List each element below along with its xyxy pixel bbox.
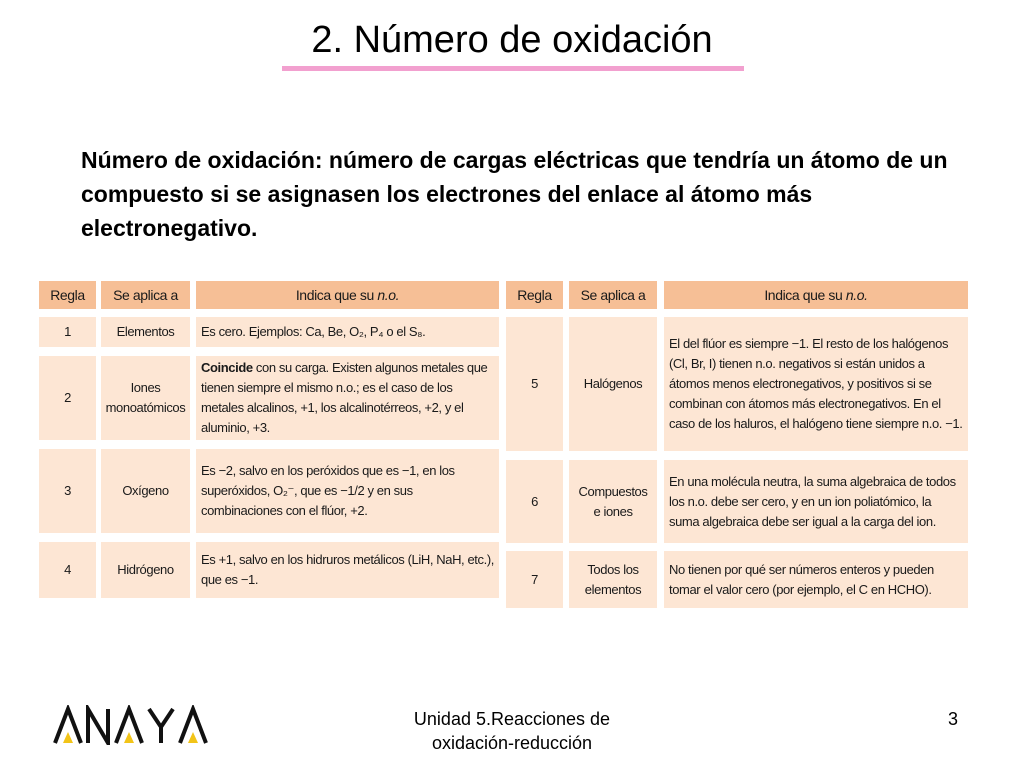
anaya-logo-mark xyxy=(52,705,216,745)
right-header-indicates xyxy=(664,281,968,309)
left-header-indicates xyxy=(196,281,499,309)
rule-2-number: 2 xyxy=(39,356,96,440)
rule-5-number: 5 xyxy=(506,317,563,451)
left-header-applies: Se aplica a xyxy=(101,281,190,309)
footer-unit-title: Unidad 5.Reacciones de oxidación-reducción xyxy=(413,709,611,753)
rule-6-applies: Compuestos e iones xyxy=(569,460,657,543)
rule-3-applies: Oxígeno xyxy=(101,449,190,533)
rule-7-applies: Todos los elementos xyxy=(569,551,657,608)
title-underline xyxy=(282,66,744,71)
rule-2-text-bold: Coincide xyxy=(201,360,253,375)
rule-7-text: No tienen por qué ser números enteros y pueden tomar el valor cero (por ejemplo, el C en HCHO). xyxy=(664,551,968,608)
header-indicates-prefix: Indica que su xyxy=(295,287,374,303)
header-indicates-prefix: Indica que su xyxy=(764,287,843,303)
rule-6-text: En una molécula neutra, la suma algebraica de todos los n.o. debe ser cero, y en un ion poliatómico, la suma algebraica debe ser igual a la carga del ion. xyxy=(664,460,968,543)
header-indicates-abbr: n.o. xyxy=(377,287,400,303)
rule-5-applies: Halógenos xyxy=(569,317,657,451)
header-indicates-abbr: n.o. xyxy=(845,287,868,303)
left-header-rule: Regla xyxy=(39,281,96,309)
rule-1-text: Es cero. Ejemplos: Ca, Be, O₂, P₄ o el S₈. xyxy=(196,317,499,347)
rule-6-number: 6 xyxy=(506,460,563,543)
rule-3-number: 3 xyxy=(39,449,96,533)
rule-2-text-rest: con su carga. Existen algunos metales que tienen siempre el mismo n.o.; es el caso de los metales alcalinos, +1, los alcalinotérreos, +2, y el aluminio, +3. xyxy=(201,360,488,435)
page-number: 3 xyxy=(948,709,959,729)
rule-2-text xyxy=(196,356,499,440)
definition-text: Número de oxidación: número de cargas eléctricas que tendría un átomo de un compuesto si se asignasen los electrones del enlace al átomo más electronegativo. xyxy=(81,147,948,241)
rule-4-number: 4 xyxy=(39,542,96,598)
right-header-applies: Se aplica a xyxy=(569,281,657,309)
right-header-rule: Regla xyxy=(506,281,563,309)
rule-2-applies: Iones monoatómicos xyxy=(101,356,190,440)
rule-4-text: Es +1, salvo en los hidruros metálicos (LiH, NaH, etc.), que es −1. xyxy=(196,542,499,598)
anaya-logo xyxy=(52,705,216,750)
rule-3-text: Es −2, salvo en los peróxidos que es −1, en los superóxidos, O₂⁻, que es −1/2 y en sus combinaciones con el flúor, +2. xyxy=(196,449,499,533)
rule-4-applies: Hidrógeno xyxy=(101,542,190,598)
rule-5-text: El del flúor es siempre −1. El resto de los halógenos (Cl, Br, I) tienen n.o. negativos si están unidos a átomos menos electronegativos, y positivos si se combinan con átomos más electronegativos. En el caso de los haluros, el halógeno tiene siempre n.o. −1. xyxy=(664,317,968,451)
rule-7-number: 7 xyxy=(506,551,563,608)
rule-1-number: 1 xyxy=(39,317,96,347)
slide-title: 2. Número de oxidación xyxy=(311,19,713,61)
rule-1-applies: Elementos xyxy=(101,317,190,347)
